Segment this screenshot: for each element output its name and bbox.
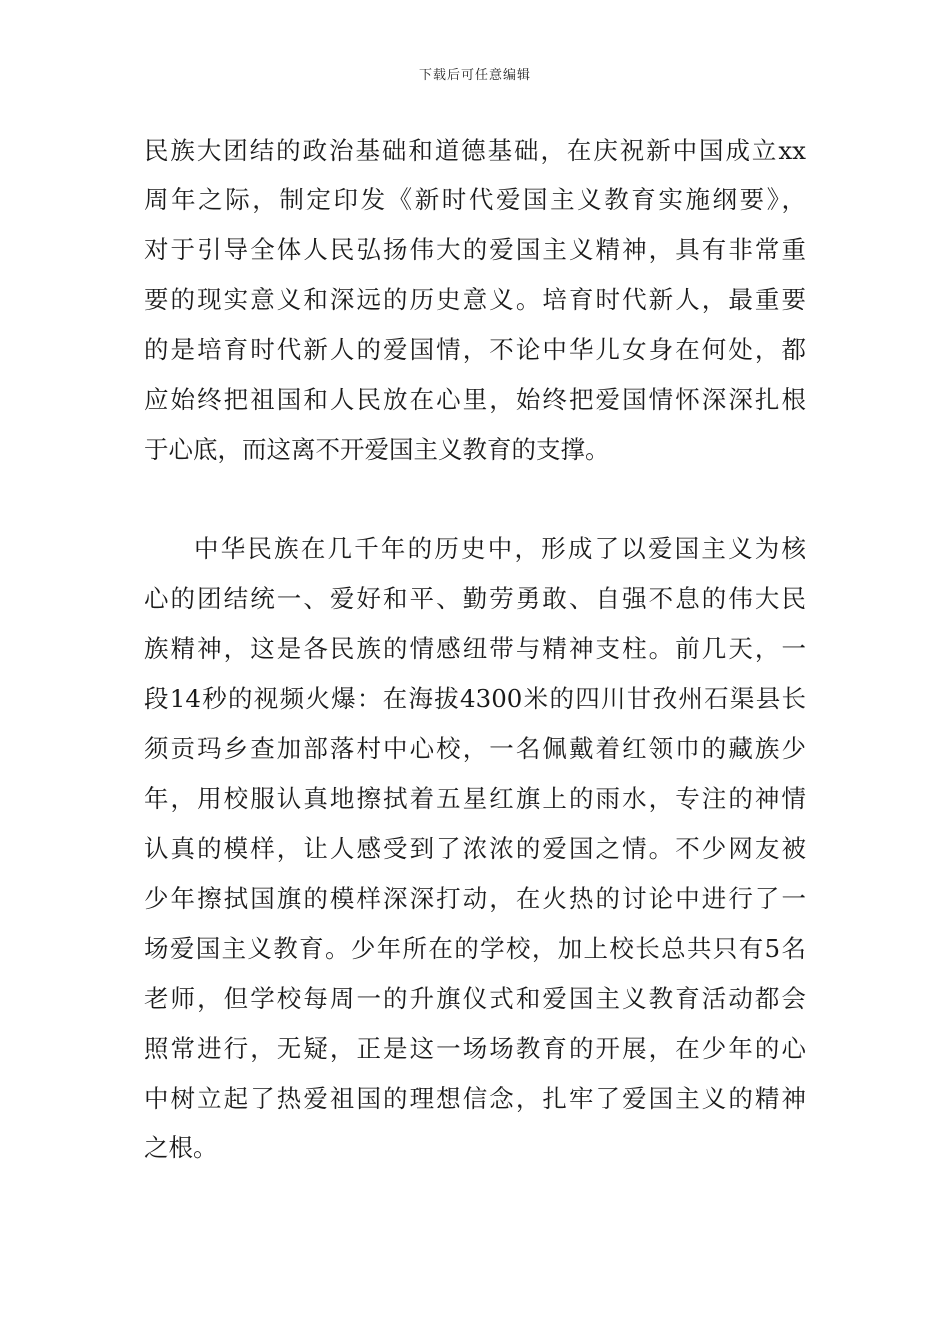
paragraph-1-line-2: 周年之际，制定印发《新时代爱国主义教育实施纲要》， [144,185,806,214]
paragraph-2-line-7: 认真的模样，让人感受到了浓浓的爱国之情。不少网友被 [144,834,806,863]
paragraph-2-line-11: 照常进行，无疑，正是这一场场教育的开展，在少年的心 [144,1034,806,1063]
paragraph-2-line-6: 年，用校服认真地擦拭着五星红旗上的雨水，专注的神情 [144,784,806,813]
paragraph-1-line-5: 的是培育时代新人的爱国情，不论中华儿女身在何处，都 [144,335,806,364]
paragraph-1-line-7: 于心底，而这离不开爱国主义教育的支撑。 [144,435,610,464]
paragraph-2-line-10: 老师，但学校每周一的升旗仪式和爱国主义教育活动都会 [144,984,806,1013]
paragraph-1-line-3: 对于引导全体人民弘扬伟大的爱国主义精神，具有非常重 [144,235,806,264]
paragraph-2-line-1: 中华民族在几千年的历史中，形成了以爱国主义为核 [194,534,806,563]
paragraph-2-line-4: 段14秒的视频火爆：在海拔4300米的四川甘孜州石渠县长 [144,684,806,713]
paragraph-2-line-13: 之根。 [144,1133,218,1162]
header-note: 下载后可任意编辑 [418,68,531,83]
paragraph-2-line-9: 场爱国主义教育。少年所在的学校，加上校长总共只有5名 [144,934,806,963]
paragraph-2-line-2: 心的团结统一、爱好和平、勤劳勇敢、自强不息的伟大民 [144,584,806,613]
paragraph-1-line-1: 民族大团结的政治基础和道德基础，在庆祝新中国成立xx [144,136,806,165]
paragraph-2-line-5: 须贡玛乡查加部落村中心校，一名佩戴着红领巾的藏族少 [144,734,806,763]
paragraph-1-line-4: 要的现实意义和深远的历史意义。培育时代新人，最重要 [144,285,806,314]
paragraph-2-line-3: 族精神，这是各民族的情感纽带与精神支柱。前几天，一 [144,634,806,663]
paragraph-1-line-6: 应始终把祖国和人民放在心里，始终把爱国情怀深深扎根 [144,385,806,414]
paragraph-2-line-12: 中树立起了热爱祖国的理想信念，扎牢了爱国主义的精神 [144,1084,806,1113]
paragraph-2-line-8: 少年擦拭国旗的模样深深打动，在火热的讨论中进行了一 [144,884,806,913]
